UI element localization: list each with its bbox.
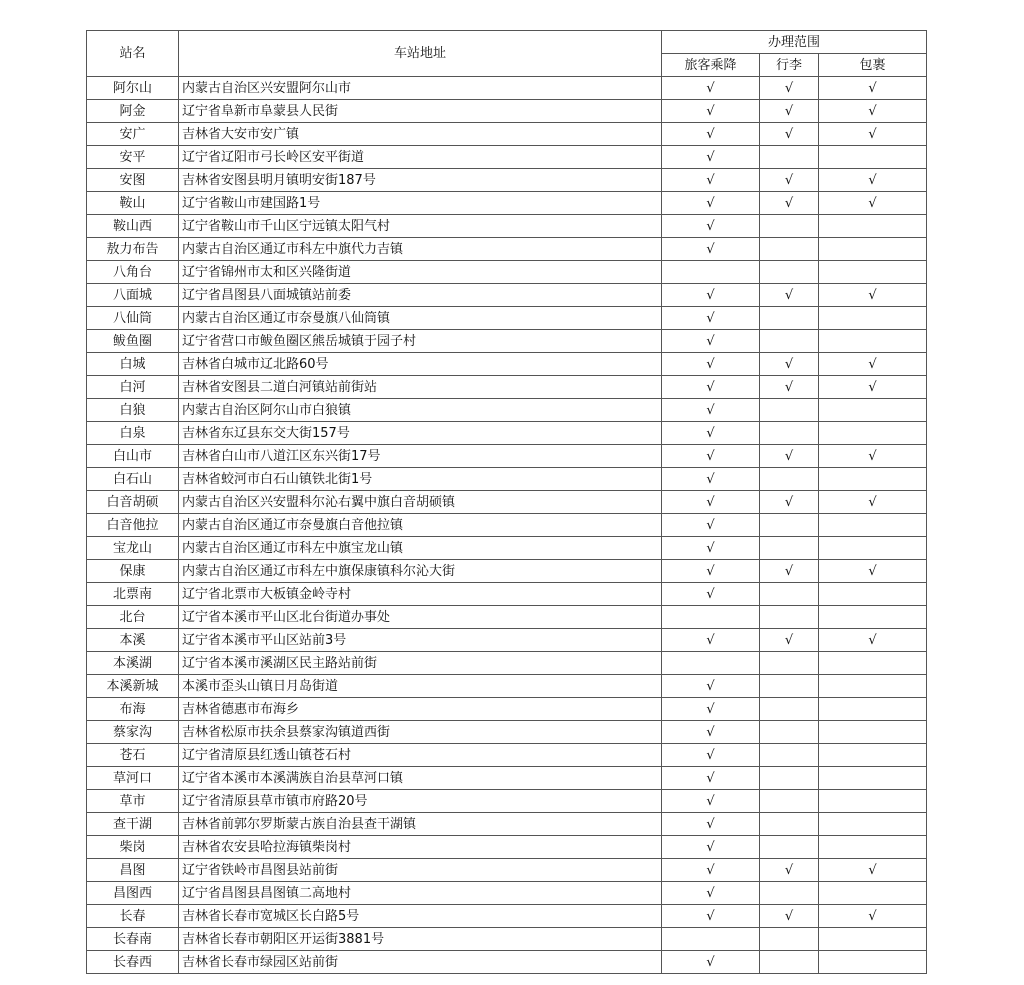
luggage-mark-cell bbox=[760, 468, 819, 491]
parcel-mark-cell bbox=[819, 882, 927, 905]
table-row bbox=[87, 882, 927, 905]
table-body bbox=[87, 77, 927, 974]
table-row bbox=[87, 376, 927, 399]
passenger-mark-cell: √ bbox=[662, 629, 760, 652]
col-header-name: 站名 bbox=[87, 31, 179, 77]
passenger-mark-cell: √ bbox=[662, 721, 760, 744]
parcel-mark-cell: √ bbox=[819, 491, 927, 514]
station-name-cell: 安图 bbox=[87, 169, 179, 192]
passenger-mark-cell bbox=[662, 928, 760, 951]
station-address-cell: 吉林省松原市扶余县蔡家沟镇道西街 bbox=[179, 721, 662, 744]
luggage-mark-cell bbox=[760, 307, 819, 330]
parcel-mark-cell: √ bbox=[819, 192, 927, 215]
station-address-cell: 吉林省长春市朝阳区开运街3881号 bbox=[179, 928, 662, 951]
parcel-mark-cell bbox=[819, 307, 927, 330]
station-name-cell: 白城 bbox=[87, 353, 179, 376]
station-name-cell: 昌图 bbox=[87, 859, 179, 882]
luggage-mark-cell bbox=[760, 951, 819, 974]
station-address-cell: 辽宁省清原县草市镇市府路20号 bbox=[179, 790, 662, 813]
station-address-cell: 吉林省蛟河市白石山镇铁北街1号 bbox=[179, 468, 662, 491]
station-address-cell: 吉林省长春市宽城区长白路5号 bbox=[179, 905, 662, 928]
station-address-cell: 吉林省长春市绿园区站前街 bbox=[179, 951, 662, 974]
station-address-cell: 辽宁省本溪市平山区站前3号 bbox=[179, 629, 662, 652]
station-address-cell: 辽宁省清原县红透山镇苍石村 bbox=[179, 744, 662, 767]
parcel-mark-cell: √ bbox=[819, 100, 927, 123]
parcel-mark-cell: √ bbox=[819, 560, 927, 583]
station-name-cell: 宝龙山 bbox=[87, 537, 179, 560]
luggage-mark-cell bbox=[760, 146, 819, 169]
luggage-mark-cell bbox=[760, 928, 819, 951]
table-row bbox=[87, 238, 927, 261]
passenger-mark-cell bbox=[662, 652, 760, 675]
station-address-cell: 辽宁省铁岭市昌图县站前街 bbox=[179, 859, 662, 882]
parcel-mark-cell bbox=[819, 675, 927, 698]
table-row bbox=[87, 859, 927, 882]
station-name-cell: 布海 bbox=[87, 698, 179, 721]
station-address-cell: 吉林省白山市八道江区东兴街17号 bbox=[179, 445, 662, 468]
luggage-mark-cell bbox=[760, 261, 819, 284]
passenger-mark-cell: √ bbox=[662, 859, 760, 882]
table-row bbox=[87, 491, 927, 514]
luggage-mark-cell: √ bbox=[760, 353, 819, 376]
table-row bbox=[87, 284, 927, 307]
station-address-cell: 辽宁省锦州市太和区兴隆街道 bbox=[179, 261, 662, 284]
station-address-cell: 内蒙古自治区通辽市科左中旗保康镇科尔沁大街 bbox=[179, 560, 662, 583]
parcel-mark-cell bbox=[819, 146, 927, 169]
luggage-mark-cell: √ bbox=[760, 859, 819, 882]
parcel-mark-cell: √ bbox=[819, 905, 927, 928]
passenger-mark-cell: √ bbox=[662, 836, 760, 859]
table-row bbox=[87, 928, 927, 951]
passenger-mark-cell: √ bbox=[662, 790, 760, 813]
parcel-mark-cell bbox=[819, 261, 927, 284]
station-address-cell: 辽宁省营口市鲅鱼圈区熊岳城镇于园子村 bbox=[179, 330, 662, 353]
luggage-mark-cell bbox=[760, 606, 819, 629]
luggage-mark-cell: √ bbox=[760, 169, 819, 192]
table-row bbox=[87, 652, 927, 675]
parcel-mark-cell bbox=[819, 652, 927, 675]
station-name-cell: 鞍山 bbox=[87, 192, 179, 215]
luggage-mark-cell bbox=[760, 767, 819, 790]
station-address-cell: 吉林省安图县二道白河镇站前街站 bbox=[179, 376, 662, 399]
station-name-cell: 本溪新城 bbox=[87, 675, 179, 698]
parcel-mark-cell bbox=[819, 215, 927, 238]
luggage-mark-cell: √ bbox=[760, 123, 819, 146]
parcel-mark-cell: √ bbox=[819, 629, 927, 652]
station-address-cell: 吉林省东辽县东交大街157号 bbox=[179, 422, 662, 445]
table-row bbox=[87, 307, 927, 330]
table-row bbox=[87, 836, 927, 859]
station-address-cell: 内蒙古自治区通辽市奈曼旗白音他拉镇 bbox=[179, 514, 662, 537]
station-name-cell: 白音胡硕 bbox=[87, 491, 179, 514]
table-row bbox=[87, 905, 927, 928]
table-row bbox=[87, 77, 927, 100]
table-row bbox=[87, 514, 927, 537]
passenger-mark-cell: √ bbox=[662, 491, 760, 514]
station-name-cell: 北台 bbox=[87, 606, 179, 629]
station-name-cell: 蔡家沟 bbox=[87, 721, 179, 744]
parcel-mark-cell: √ bbox=[819, 284, 927, 307]
passenger-mark-cell: √ bbox=[662, 215, 760, 238]
passenger-mark-cell: √ bbox=[662, 537, 760, 560]
station-name-cell: 查干湖 bbox=[87, 813, 179, 836]
table-row bbox=[87, 951, 927, 974]
station-name-cell: 鲅鱼圈 bbox=[87, 330, 179, 353]
passenger-mark-cell: √ bbox=[662, 422, 760, 445]
parcel-mark-cell bbox=[819, 583, 927, 606]
parcel-mark-cell bbox=[819, 698, 927, 721]
col-header-address: 车站地址 bbox=[179, 31, 662, 77]
station-address-cell: 内蒙古自治区兴安盟科尔沁右翼中旗白音胡硕镇 bbox=[179, 491, 662, 514]
parcel-mark-cell bbox=[819, 928, 927, 951]
table-row bbox=[87, 629, 927, 652]
luggage-mark-cell: √ bbox=[760, 491, 819, 514]
table-row bbox=[87, 353, 927, 376]
table-row bbox=[87, 560, 927, 583]
station-address-cell: 内蒙古自治区阿尔山市白狼镇 bbox=[179, 399, 662, 422]
luggage-mark-cell: √ bbox=[760, 560, 819, 583]
parcel-mark-cell bbox=[819, 951, 927, 974]
passenger-mark-cell: √ bbox=[662, 284, 760, 307]
luggage-mark-cell bbox=[760, 790, 819, 813]
passenger-mark-cell: √ bbox=[662, 560, 760, 583]
passenger-mark-cell: √ bbox=[662, 399, 760, 422]
station-name-cell: 八角台 bbox=[87, 261, 179, 284]
parcel-mark-cell: √ bbox=[819, 376, 927, 399]
station-address-cell: 吉林省大安市安广镇 bbox=[179, 123, 662, 146]
luggage-mark-cell bbox=[760, 813, 819, 836]
luggage-mark-cell bbox=[760, 238, 819, 261]
table-row bbox=[87, 583, 927, 606]
parcel-mark-cell: √ bbox=[819, 77, 927, 100]
passenger-mark-cell: √ bbox=[662, 514, 760, 537]
parcel-mark-cell bbox=[819, 238, 927, 261]
passenger-mark-cell: √ bbox=[662, 307, 760, 330]
luggage-mark-cell: √ bbox=[760, 905, 819, 928]
luggage-mark-cell: √ bbox=[760, 629, 819, 652]
luggage-mark-cell: √ bbox=[760, 376, 819, 399]
station-address-cell: 内蒙古自治区通辽市奈曼旗八仙筒镇 bbox=[179, 307, 662, 330]
parcel-mark-cell bbox=[819, 721, 927, 744]
table-row bbox=[87, 675, 927, 698]
station-address-cell: 辽宁省北票市大板镇金岭寺村 bbox=[179, 583, 662, 606]
parcel-mark-cell: √ bbox=[819, 353, 927, 376]
passenger-mark-cell: √ bbox=[662, 744, 760, 767]
parcel-mark-cell bbox=[819, 790, 927, 813]
table-row bbox=[87, 192, 927, 215]
table-row bbox=[87, 767, 927, 790]
station-name-cell: 阿尔山 bbox=[87, 77, 179, 100]
passenger-mark-cell: √ bbox=[662, 192, 760, 215]
parcel-mark-cell bbox=[819, 514, 927, 537]
parcel-mark-cell bbox=[819, 330, 927, 353]
table-row bbox=[87, 422, 927, 445]
station-name-cell: 安平 bbox=[87, 146, 179, 169]
table-row bbox=[87, 261, 927, 284]
passenger-mark-cell: √ bbox=[662, 882, 760, 905]
station-name-cell: 长春南 bbox=[87, 928, 179, 951]
passenger-mark-cell: √ bbox=[662, 238, 760, 261]
table-row bbox=[87, 399, 927, 422]
passenger-mark-cell: √ bbox=[662, 445, 760, 468]
luggage-mark-cell bbox=[760, 422, 819, 445]
luggage-mark-cell bbox=[760, 652, 819, 675]
table-row bbox=[87, 537, 927, 560]
luggage-mark-cell: √ bbox=[760, 100, 819, 123]
station-name-cell: 白泉 bbox=[87, 422, 179, 445]
passenger-mark-cell: √ bbox=[662, 330, 760, 353]
table-row bbox=[87, 169, 927, 192]
parcel-mark-cell bbox=[819, 422, 927, 445]
passenger-mark-cell: √ bbox=[662, 77, 760, 100]
station-name-cell: 敖力布告 bbox=[87, 238, 179, 261]
table-row bbox=[87, 468, 927, 491]
luggage-mark-cell bbox=[760, 537, 819, 560]
passenger-mark-cell: √ bbox=[662, 951, 760, 974]
luggage-mark-cell bbox=[760, 215, 819, 238]
passenger-mark-cell: √ bbox=[662, 376, 760, 399]
station-address-cell: 辽宁省本溪市溪湖区民主路站前街 bbox=[179, 652, 662, 675]
station-address-cell: 辽宁省本溪市平山区北台街道办事处 bbox=[179, 606, 662, 629]
passenger-mark-cell: √ bbox=[662, 698, 760, 721]
parcel-mark-cell: √ bbox=[819, 169, 927, 192]
luggage-mark-cell bbox=[760, 836, 819, 859]
station-address-cell: 吉林省白城市辽北路60号 bbox=[179, 353, 662, 376]
station-address-cell: 吉林省农安县哈拉海镇柴岗村 bbox=[179, 836, 662, 859]
luggage-mark-cell bbox=[760, 882, 819, 905]
station-address-cell: 本溪市歪头山镇日月岛街道 bbox=[179, 675, 662, 698]
luggage-mark-cell: √ bbox=[760, 445, 819, 468]
station-address-cell: 辽宁省辽阳市弓长岭区安平街道 bbox=[179, 146, 662, 169]
luggage-mark-cell bbox=[760, 583, 819, 606]
passenger-mark-cell: √ bbox=[662, 169, 760, 192]
station-name-cell: 阿金 bbox=[87, 100, 179, 123]
station-name-cell: 鞍山西 bbox=[87, 215, 179, 238]
luggage-mark-cell bbox=[760, 744, 819, 767]
station-address-cell: 吉林省德惠市布海乡 bbox=[179, 698, 662, 721]
station-address-cell: 辽宁省鞍山市千山区宁远镇太阳气村 bbox=[179, 215, 662, 238]
station-name-cell: 草市 bbox=[87, 790, 179, 813]
parcel-mark-cell bbox=[819, 836, 927, 859]
luggage-mark-cell bbox=[760, 698, 819, 721]
col-header-passenger: 旅客乘降 bbox=[662, 54, 760, 77]
table-row bbox=[87, 606, 927, 629]
station-name-cell: 白狼 bbox=[87, 399, 179, 422]
station-name-cell: 白河 bbox=[87, 376, 179, 399]
table-row bbox=[87, 790, 927, 813]
luggage-mark-cell bbox=[760, 675, 819, 698]
station-address-cell: 辽宁省昌图县八面城镇站前委 bbox=[179, 284, 662, 307]
luggage-mark-cell: √ bbox=[760, 77, 819, 100]
table-row bbox=[87, 721, 927, 744]
col-header-parcel: 包裹 bbox=[819, 54, 927, 77]
station-address-cell: 吉林省前郭尔罗斯蒙古族自治县查干湖镇 bbox=[179, 813, 662, 836]
station-address-cell: 内蒙古自治区通辽市科左中旗代力吉镇 bbox=[179, 238, 662, 261]
parcel-mark-cell bbox=[819, 537, 927, 560]
station-address-cell: 内蒙古自治区通辽市科左中旗宝龙山镇 bbox=[179, 537, 662, 560]
station-address-cell: 吉林省安图县明月镇明安街187号 bbox=[179, 169, 662, 192]
luggage-mark-cell: √ bbox=[760, 284, 819, 307]
station-name-cell: 安广 bbox=[87, 123, 179, 146]
parcel-mark-cell bbox=[819, 813, 927, 836]
passenger-mark-cell: √ bbox=[662, 675, 760, 698]
passenger-mark-cell: √ bbox=[662, 146, 760, 169]
station-name-cell: 长春西 bbox=[87, 951, 179, 974]
luggage-mark-cell bbox=[760, 330, 819, 353]
table-row bbox=[87, 100, 927, 123]
passenger-mark-cell: √ bbox=[662, 905, 760, 928]
passenger-mark-cell bbox=[662, 606, 760, 629]
luggage-mark-cell: √ bbox=[760, 192, 819, 215]
parcel-mark-cell bbox=[819, 468, 927, 491]
passenger-mark-cell: √ bbox=[662, 100, 760, 123]
station-address-cell: 辽宁省阜新市阜蒙县人民街 bbox=[179, 100, 662, 123]
station-address-cell: 辽宁省本溪市本溪满族自治县草河口镇 bbox=[179, 767, 662, 790]
parcel-mark-cell: √ bbox=[819, 123, 927, 146]
passenger-mark-cell bbox=[662, 261, 760, 284]
station-address-cell: 辽宁省昌图县昌图镇二高地村 bbox=[179, 882, 662, 905]
parcel-mark-cell bbox=[819, 767, 927, 790]
passenger-mark-cell: √ bbox=[662, 767, 760, 790]
table-row bbox=[87, 744, 927, 767]
parcel-mark-cell bbox=[819, 399, 927, 422]
luggage-mark-cell bbox=[760, 399, 819, 422]
station-name-cell: 白山市 bbox=[87, 445, 179, 468]
station-address-cell: 内蒙古自治区兴安盟阿尔山市 bbox=[179, 77, 662, 100]
station-name-cell: 柴岗 bbox=[87, 836, 179, 859]
station-name-cell: 草河口 bbox=[87, 767, 179, 790]
luggage-mark-cell bbox=[760, 514, 819, 537]
parcel-mark-cell: √ bbox=[819, 445, 927, 468]
parcel-mark-cell: √ bbox=[819, 859, 927, 882]
station-name-cell: 长春 bbox=[87, 905, 179, 928]
header-row-top bbox=[87, 31, 927, 54]
station-name-cell: 昌图西 bbox=[87, 882, 179, 905]
table-row bbox=[87, 330, 927, 353]
station-name-cell: 白石山 bbox=[87, 468, 179, 491]
station-name-cell: 苍石 bbox=[87, 744, 179, 767]
col-header-luggage: 行李 bbox=[760, 54, 819, 77]
passenger-mark-cell: √ bbox=[662, 813, 760, 836]
col-header-scope: 办理范围 bbox=[662, 31, 927, 54]
table-row bbox=[87, 698, 927, 721]
passenger-mark-cell: √ bbox=[662, 353, 760, 376]
station-name-cell: 本溪湖 bbox=[87, 652, 179, 675]
passenger-mark-cell: √ bbox=[662, 583, 760, 606]
table-row bbox=[87, 146, 927, 169]
table-row bbox=[87, 215, 927, 238]
station-name-cell: 八仙筒 bbox=[87, 307, 179, 330]
parcel-mark-cell bbox=[819, 744, 927, 767]
passenger-mark-cell: √ bbox=[662, 468, 760, 491]
table-row bbox=[87, 123, 927, 146]
station-table bbox=[86, 30, 927, 974]
station-name-cell: 白音他拉 bbox=[87, 514, 179, 537]
luggage-mark-cell bbox=[760, 721, 819, 744]
table-row bbox=[87, 813, 927, 836]
station-address-cell: 辽宁省鞍山市建国路1号 bbox=[179, 192, 662, 215]
table-row bbox=[87, 445, 927, 468]
station-name-cell: 八面城 bbox=[87, 284, 179, 307]
passenger-mark-cell: √ bbox=[662, 123, 760, 146]
station-name-cell: 保康 bbox=[87, 560, 179, 583]
station-name-cell: 北票南 bbox=[87, 583, 179, 606]
station-name-cell: 本溪 bbox=[87, 629, 179, 652]
parcel-mark-cell bbox=[819, 606, 927, 629]
